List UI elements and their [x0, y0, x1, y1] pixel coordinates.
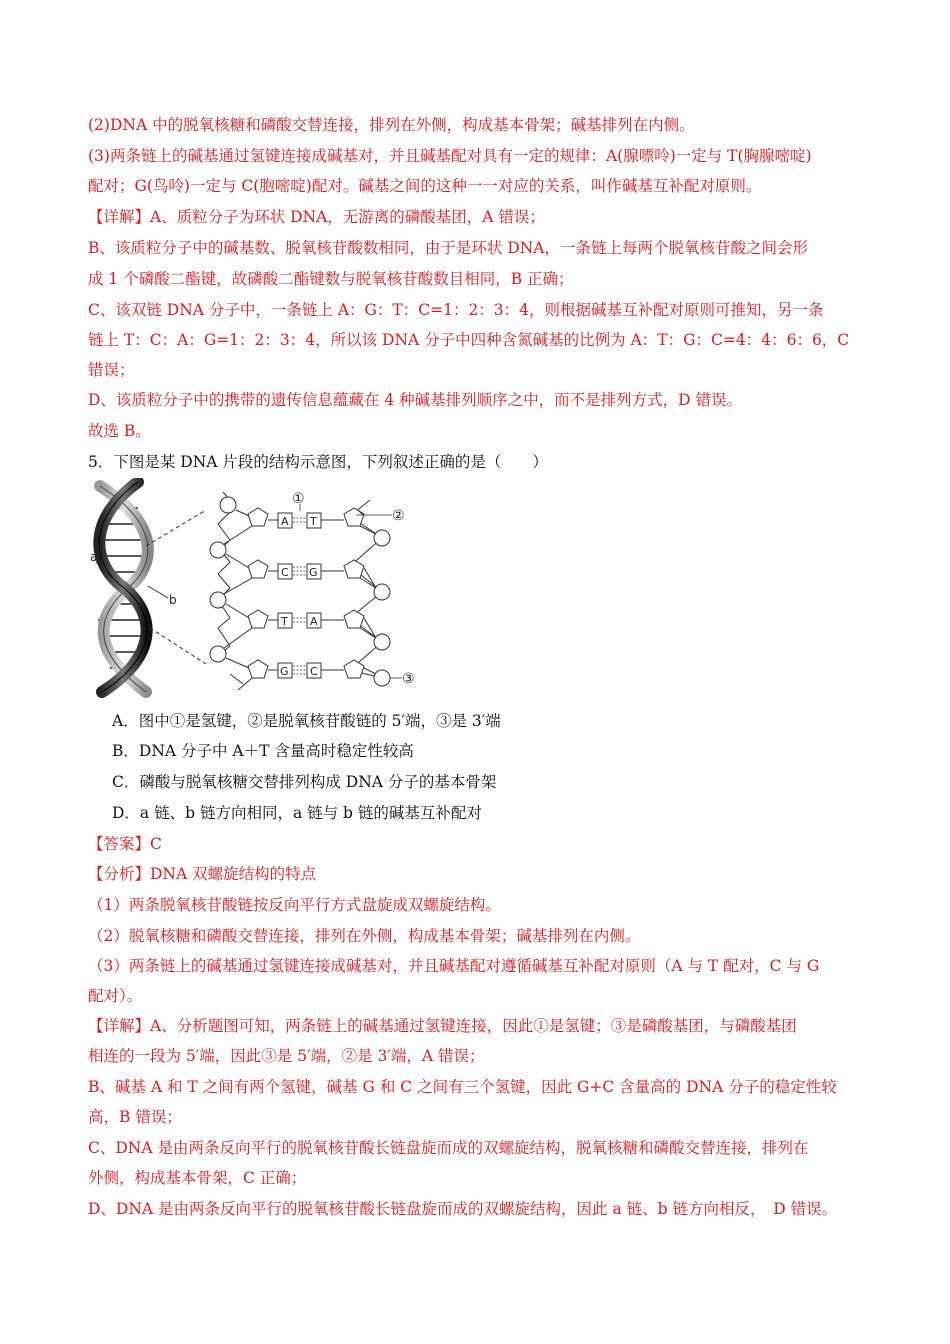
- base-c-2: C: [281, 566, 289, 579]
- base-t-3: T: [281, 615, 288, 628]
- base-t-1: T: [310, 515, 317, 528]
- text-line: D、DNA 是由两条反向平行的脱氧核苷酸长链盘旋而成的双螺旋结构，因此 a 链、b 链方向相反， D 错误。: [88, 1200, 838, 1218]
- marker-3: ③: [402, 671, 415, 687]
- text-line: 【详解】A、质粒分子为环状 DNA，无游离的磷酸基团，A 错误；: [88, 208, 545, 226]
- text-line: （3）两条链上的碱基通过氢键连接成碱基对，并且碱基配对遵循碱基互补配对原则（A 与 T 配对，C 与 G: [88, 957, 820, 975]
- option-a: A．图中①是氢键，②是脱氧核苷酸链的 5′端，③是 3′端: [112, 712, 501, 730]
- base-a-3: A: [310, 615, 318, 628]
- option-d: D．a 链、b 链方向相同，a 链与 b 链的碱基互补配对: [112, 804, 482, 822]
- text-line: 配对；G(鸟呤)一定与 C(胞嘧啶)配对。碱基之间的这种一一对应的关系，叫作碱基互补配对原则。: [88, 177, 762, 195]
- text-line: （1）两条脱氧核苷酸链按反向平行方式盘旋成双螺旋结构。: [88, 896, 501, 914]
- text-line: 外侧，构成基本骨架，C 正确；: [88, 1169, 307, 1187]
- dna-structure-figure: [88, 478, 428, 700]
- text-line: 故选 B。: [88, 422, 151, 440]
- text-line: 链上 T：C：A：G=1：2：3：4，所以该 DNA 分子中四种含氮碱基的比例为 A：T：G：C=4：4：6：6，C: [88, 331, 850, 349]
- option-c: C．磷酸与脱氧核糖交替排列构成 DNA 分子的基本骨架: [112, 773, 497, 791]
- strand-b-label: b: [169, 593, 177, 607]
- text-line: 错误；: [88, 361, 135, 379]
- base-g-2: G: [309, 566, 318, 579]
- base-g-4: G: [280, 665, 289, 678]
- text-line: B、碱基 A 和 T 之间有两个氢键，碱基 G 和 C 之间有三个氢键，因此 G+C 含量高的 DNA 分子的稳定性较: [88, 1078, 837, 1096]
- text-line: (2)DNA 中的脱氧核糖和磷酸交替连接，排列在外侧，构成基本骨架；碱基排列在内侧。: [88, 116, 695, 134]
- text-line: D、该质粒分子中的携带的遗传信息蕴藏在 4 种碱基排列顺序之中，而不是排列方式，D 错误。: [88, 391, 743, 409]
- base-a-1: A: [281, 515, 289, 528]
- text-line: C、该双链 DNA 分子中，一条链上 A：G：T：C=1：2：3：4，则根据碱基互补配对原则可推知，另一条: [88, 301, 824, 319]
- text-line: 成 1 个磷酸二酯键，故磷酸二酯键数与脱氧核苷酸数目相同，B 正确；: [88, 270, 574, 288]
- base-pair-rows: [268, 513, 344, 678]
- dna-diagram: [88, 478, 428, 700]
- question-stem: 5．下图是某 DNA 片段的结构示意图，下列叙述正确的是（ ）: [88, 453, 548, 471]
- text-line: 相连的一段为 5′端，因此③是 5′端，②是 3′端，A 错误；: [88, 1047, 485, 1065]
- base-c-4: C: [310, 665, 318, 678]
- text-line: C、DNA 是由两条反向平行的脱氧核苷酸长链盘旋而成的双螺旋结构，脱氧核糖和磷酸交替连接，排列在: [88, 1139, 809, 1157]
- double-helix-illustration: [98, 482, 150, 692]
- answer-line: 【答案】C: [88, 835, 162, 853]
- analysis-heading: 【分析】DNA 双螺旋结构的特点: [88, 865, 317, 883]
- text-line: B、该质粒分子中的碱基数、脱氧核苷酸数相同，由于是环状 DNA，一条链上每两个脱氧核苷酸之间会形: [88, 239, 809, 257]
- text-line: 高，B 错误；: [88, 1108, 182, 1126]
- text-line: 配对）。: [88, 987, 143, 1005]
- text-line: 【详解】A、分析题图可知，两条链上的碱基通过氢键连接，因此①是氢键；③是磷酸基团，与磷酸基团: [88, 1017, 797, 1035]
- text-line: (3)两条链上的碱基通过氢键连接成碱基对，并且碱基配对具有一定的规律：A(腺嘌呤)一定与 T(胸腺嘧啶): [88, 147, 812, 165]
- strand-a-label: a: [90, 550, 98, 564]
- text-line: （2）脱氧核糖和磷酸交替连接，排列在外侧，构成基本骨架；碱基排列在内侧。: [88, 927, 641, 945]
- marker-2: ②: [392, 508, 405, 524]
- option-b: B．DNA 分子中 A＋T 含量高时稳定性较高: [112, 742, 414, 760]
- marker-1: ①: [292, 491, 305, 507]
